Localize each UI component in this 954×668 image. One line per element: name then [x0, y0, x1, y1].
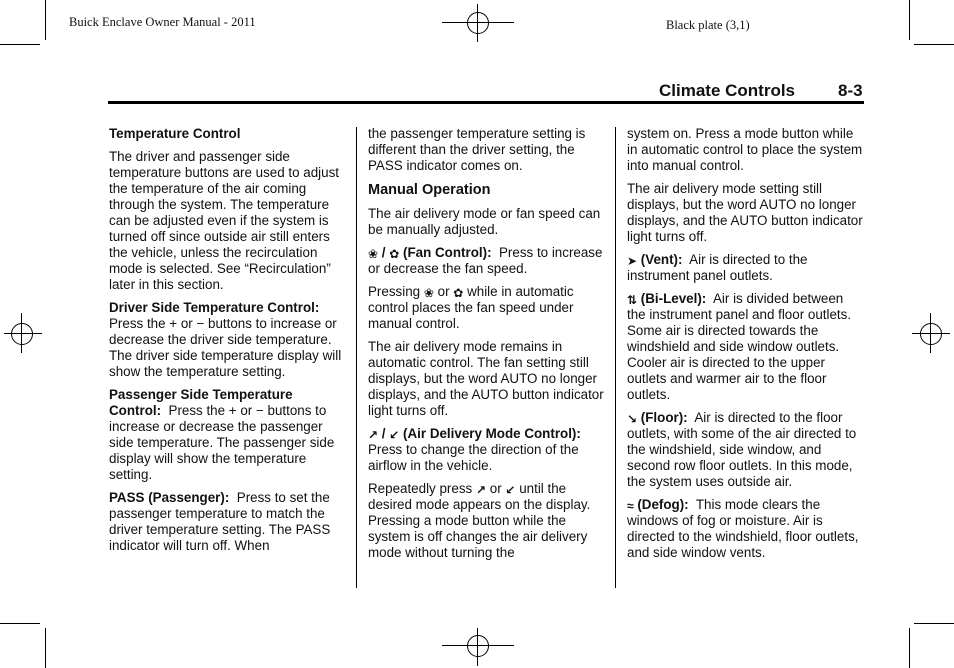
document-title: Buick Enclave Owner Manual - 2011 [69, 15, 256, 29]
bilevel-icon: ⇅ [627, 293, 638, 307]
vent-text: Air is directed to the instrument panel outlets. [627, 252, 808, 283]
fan-up-icon: ❀ [423, 286, 434, 300]
bilevel-text: Air is divided between the instrument panel and floor outlets. Some air is directed towards the windshield and side window outlets. Cooler air is directed to the upper outlets and warmer air to the floor outlets. [627, 291, 852, 402]
section-title: Climate Controls [659, 81, 796, 100]
driver-temp-label: Driver Side Temperature Control: [109, 300, 320, 315]
column-1 [109, 126, 349, 561]
fan-manual-paragraph [368, 284, 608, 332]
bilevel-paragraph [627, 291, 863, 403]
fan-control-text: Press to increase or decrease the fan speed. [368, 245, 603, 276]
floor-label: (Floor): [640, 410, 688, 425]
fan-down-icon: ✿ [389, 247, 400, 261]
vent-paragraph [627, 252, 863, 284]
temperature-control-text: The driver and passenger side temperature buttons are used to adjust the temperature of the air coming through the system. The temperature can be adjusted even if the system is turned off since outside air still enters the vehicle, unless the recirculation mode is selected. See “Recirculation” later in this section. [109, 149, 340, 292]
fan-manual-or: or [437, 284, 450, 299]
auto-remains-text: The air delivery mode remains in automatic control. The fan setting still displays, but the word AUTO no longer displays, and the AUTO button indicator light turns off. [368, 339, 604, 418]
air-delivery-text: Press to change the direction of the airflow in the vehicle. [368, 442, 579, 473]
mode-continued-text: system on. Press a mode button while in automatic control to place the system into manual control. [627, 126, 863, 173]
manual-operation-text: The air delivery mode or fan speed can be manually adjusted. [368, 206, 601, 237]
temperature-control-heading: Temperature Control [109, 126, 241, 141]
defog-paragraph [627, 497, 863, 561]
pass-label: PASS (Passenger): [109, 490, 230, 505]
bilevel-label: (Bi-Level): [640, 291, 707, 306]
repeat-text-b: until the desired mode appears on the display. Pressing a mode button while the system is off changes the air delivery mode without turning the [368, 481, 591, 560]
defog-icon: ≈ [627, 499, 634, 513]
header-rule [108, 101, 864, 104]
passenger-temp-text: Press the + or − buttons to increase or decrease the passenger side temperature. The passenger side display will show the temperature setting. [109, 403, 335, 482]
column-divider [356, 127, 357, 588]
repeat-text-a: Repeatedly press [368, 481, 473, 496]
passenger-temp-label: Passenger Side Temperature Control: [109, 387, 293, 418]
pass-text: Press to set the passenger temperature to match the driver temperature setting. The PASS indicator will turn off. When [109, 490, 331, 553]
fan-manual-text-a: Pressing [368, 284, 421, 299]
mode-down-icon: ↙ [389, 428, 400, 442]
column-3 [627, 126, 863, 568]
driver-temp-paragraph [109, 300, 349, 380]
pass-paragraph [109, 490, 349, 554]
driver-temp-text: Press the + or − buttons to increase or decrease the driver side temperature. The driver side temperature display will show the temperature setting. [109, 316, 342, 379]
fan-manual-text-b: while in automatic control places the fan speed under manual control. [368, 284, 574, 331]
page-number: 8-3 [838, 81, 863, 100]
plate-label: Black plate (3,1) [666, 18, 750, 32]
column-2 [368, 126, 608, 568]
manual-operation-heading: Manual Operation [368, 182, 491, 198]
mode-up-icon: ↗ [475, 483, 487, 497]
repeatedly-press-paragraph [368, 481, 608, 561]
fan-down-icon: ✿ [453, 286, 464, 300]
mode-down-icon: ↙ [505, 483, 516, 497]
floor-icon: ↘ [627, 412, 638, 426]
passenger-temp-paragraph [109, 387, 349, 483]
fan-up-icon: ❀ [368, 247, 379, 261]
floor-text: Air is directed to the floor outlets, with some of the air directed to the windshield, side window, and second row floor outlets. In this mode, the system uses outside air. [627, 410, 857, 489]
mode-up-icon: ↗ [368, 428, 379, 442]
mode-setting-text: The air delivery mode setting still displays, but the word AUTO no longer displays, and the AUTO button indicator light turns off. [627, 181, 863, 244]
column-divider [615, 127, 616, 588]
defog-label: (Defog): [637, 497, 689, 512]
pass-continued-text: the passenger temperature setting is different than the driver setting, the PASS indicator comes on. [368, 126, 586, 173]
air-delivery-paragraph: ↗ / ↙ (Air Delivery Mode Control): Press to change the direction of the airflow in the vehicle. [368, 426, 581, 473]
air-delivery-label: (Air Delivery Mode Control): [403, 426, 581, 441]
vent-icon: ➤ [627, 254, 638, 268]
floor-paragraph [627, 410, 863, 490]
repeat-or: or [489, 481, 502, 496]
fan-control-paragraph: ❀ / ✿ (Fan Control): Press to increase or decrease the fan speed. [368, 245, 603, 276]
vent-label: (Vent): [640, 252, 683, 267]
fan-control-label: (Fan Control): [403, 245, 492, 260]
defog-text: This mode clears the windows of fog or moisture. Air is directed to the windshield, floor outlets, and side window vents. [627, 497, 859, 560]
